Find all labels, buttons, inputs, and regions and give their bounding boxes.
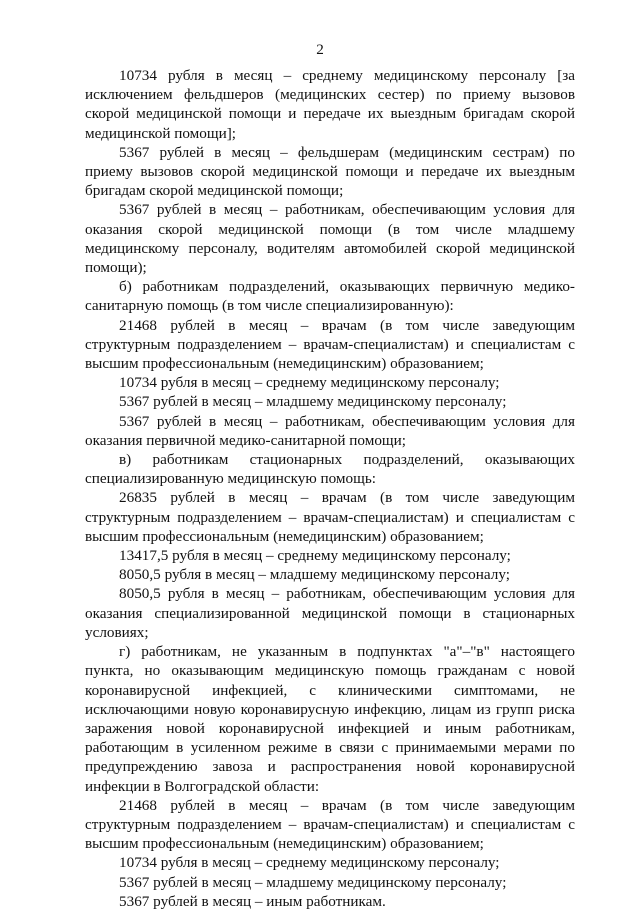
paragraph-13: 8050,5 рубля в месяц – работникам, обеспечивающим условия для оказания специализированной медицинской помощи в стационарных условиях; bbox=[85, 585, 575, 641]
paragraph-5: 21468 рублей в месяц – врачам (в том числе заведующим структурным подразделением – врачам-специалистам) и специалистам с высшим профессиональным (немедицинским) образованием; bbox=[85, 316, 575, 373]
document-body bbox=[85, 66, 575, 911]
paragraph-6: 10734 рубля в месяц – среднему медицинскому персоналу; bbox=[119, 374, 500, 392]
paragraph-15: 21468 рублей в месяц – врачам (в том числе заведующим структурным подразделением – врачам-специалистам) и специалистам с высшим профессиональным (немедицинским) образованием; bbox=[85, 796, 575, 853]
paragraph-7: 5367 рублей в месяц – младшему медицинскому персоналу; bbox=[119, 393, 507, 411]
paragraph-8: 5367 рублей в месяц – работникам, обеспечивающим условия для оказания первичной медико-санитарной помощи; bbox=[85, 412, 575, 449]
paragraph-9: в) работникам стационарных подразделений, оказывающих специализированную медицинскую помощь: bbox=[85, 451, 575, 488]
paragraph-16: 10734 рубля в месяц – среднему медицинскому персоналу; bbox=[119, 854, 500, 872]
paragraph-10: 26835 рублей в месяц – врачам (в том числе заведующим структурным подразделением – врачам-специалистам) и специалистам с высшим профессиональным (немедицинским) образованием; bbox=[85, 489, 575, 545]
paragraph-11: 13417,5 рубля в месяц – среднему медицинскому персоналу; bbox=[119, 547, 511, 565]
page-number: 2 bbox=[316, 41, 324, 58]
paragraph-14: г) работникам, не указанным в подпунктах "а"–"в" настоящего пункта, но оказывающим медицинскую помощь гражданам с новой коронавирусной инфекцией, с клиническими симптомами, не исключающими новую коронавирусную инфекцию, лицам из групп риска заражения новой коронавирусной инфекцией и иным работникам, работающим в усиленном режиме в связи с принимаемыми мерами по предупреждению завоза и распространения новой коронавирусной инфекции в Волгоградской области: bbox=[85, 643, 575, 795]
paragraph-12: 8050,5 рубля в месяц – младшему медицинскому персоналу; bbox=[119, 566, 510, 584]
paragraph-17: 5367 рублей в месяц – младшему медицинскому персоналу; bbox=[119, 873, 507, 891]
paragraph-4: б) работникам подразделений, оказывающих первичную медико-санитарную помощь (в том числе специализированную): bbox=[85, 278, 575, 315]
paragraph-1: 10734 рубля в месяц – среднему медицинскому персоналу [за исключением фельдшеров (медицинских сестер) по приему вызовов скорой медицинской помощи и передаче их выездным бригадам скорой медицинской помощи]; bbox=[85, 67, 575, 142]
paragraph-2: 5367 рублей в месяц – фельдшерам (медицинским сестрам) по приему вызовов скорой медицинской помощи и передаче их выездным бригадам скорой медицинской помощи; bbox=[85, 143, 575, 200]
paragraph-18: 5367 рублей в месяц – иным работникам. bbox=[119, 892, 386, 910]
paragraph-3: 5367 рублей в месяц – работникам, обеспечивающим условия для оказания скорой медицинской помощи (в том числе младшему медицинскому персоналу, водителям автомобилей скорой медицинской помощи); bbox=[85, 201, 575, 277]
